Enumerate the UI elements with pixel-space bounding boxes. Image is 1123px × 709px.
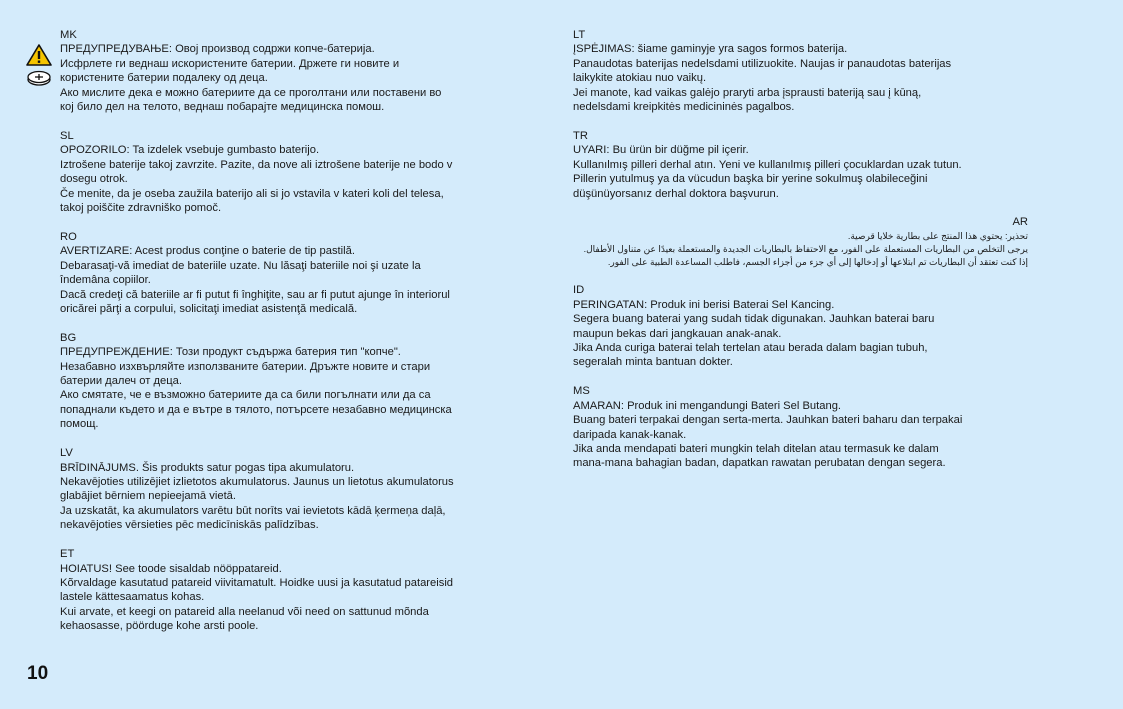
warning-text-line: Dacă credeţi că bateriile ar fi putut fi înghiţite, sau ar fi putut ajunge în interiorul: [60, 288, 450, 301]
warning-section-ar: [573, 215, 1028, 268]
warning-text-line: користените батерии подалеку од деца.: [60, 72, 268, 85]
warning-section-tr: [573, 129, 1028, 201]
warning-text-line: UYARI: Bu ürün bir düğme pil içerir.: [573, 144, 749, 157]
page-number: 10: [27, 663, 49, 684]
warning-text-line: Jika Anda curiga baterai telah tertelan atau berada dalam bagian tubuh,: [573, 342, 928, 354]
warning-text-line: Ja uzskatāt, ka akumulators varētu būt norīts vai ievietots kādā ķermeņa daļā,: [60, 504, 446, 517]
safety-icons: [26, 44, 54, 86]
warning-text-line: îndemâna copiilor.: [60, 274, 151, 287]
warning-text-line: تحذير: يحتوي هذا المنتج على بطارية خلايا قرصية.: [847, 230, 1028, 241]
warning-text-line: ПРЕДУПРЕЖДЕНИЕ: Този продукт съдържа батерия тип "копче".: [60, 346, 401, 359]
warning-text-line: oricărei părţi a corpului, solicitaţi imediat asistenţă medicală.: [60, 302, 358, 315]
warning-text-line: Jika anda mendapati bateri mungkin telah ditelan atau termasuk ke dalam: [573, 442, 939, 455]
warning-text-line: Исфрлете ги веднаш искористените батерии. Држете ги новите и: [60, 57, 400, 70]
warning-text-line: Iztrošene baterije takoj zavrzite. Pazite, da nove ali iztrošene baterije ne bodo v: [60, 158, 453, 171]
warning-text-line: segeralah minta bantuan dokter.: [573, 356, 733, 369]
warning-text-line: PERINGATAN: Produk ini berisi Baterai Sel Kancing.: [573, 298, 835, 311]
warning-text-line: Debarasaţi-vă imediat de bateriile uzate. Nu lăsaţi bateriile noi şi uzate la: [60, 259, 421, 272]
warning-text-line: Pillerin yutulmuş ya da vücudun başka bir yerine sokulmuş olabileceğini: [573, 173, 928, 186]
warning-text-line: Ако смятате, че е възможно батериите да са били погълнати или да са: [60, 389, 431, 402]
warning-text-line: Če menite, da je oseba zaužila baterijo ali si jo vstavila v kateri koli del telesa,: [60, 187, 444, 200]
warning-text-line: ĮSPĖJIMAS: šiame gaminyje yra sagos formos baterija.: [573, 43, 848, 56]
warning-text-line: Jei manote, kad vaikas galėjo praryti arba įsprausti bateriją sau į kūną,: [573, 86, 922, 99]
warning-text-line: kehaosasse, pöörduge kohe arsti poole.: [60, 620, 259, 633]
language-code: MK: [60, 29, 77, 41]
warning-text-line: إذا كنت تعتقد أن البطاريات تم ابتلاعها أو إدخالها إلى أي جزء من أجزاء الجسم، فاطلب المساعدة الطبية على الفور.: [607, 256, 1028, 267]
warning-text-line: Panaudotas baterijas nedelsdami utilizuokite. Naujas ir panaudotas baterijas: [573, 57, 952, 70]
warning-text-line: يرجى التخلص من البطاريات المستعملة على الفور، مع الاحتفاظ بالبطاريات الجديدة والمستعملة بعيدًا عن متناول الأطفال.: [583, 243, 1028, 254]
language-code: ID: [573, 284, 585, 297]
warning-text-line: Kullanılmış pilleri derhal atın. Yeni ve kullanılmış pilleri çocuklardan uzak tutun.: [573, 158, 962, 171]
language-code: LT: [573, 29, 586, 41]
warning-text-line: ПРЕДУПРЕДУВАЊЕ: Овој производ содржи копче-батерија.: [60, 43, 375, 56]
warning-text-line: Ако мислите дека е можно батериите да се проголтани или поставени во: [60, 86, 442, 99]
warning-text-line: Buang bateri terpakai dengan serta-merta. Jauhkan bateri baharu dan terpakai: [573, 414, 963, 427]
warning-text-line: HOIATUS! See toode sisaldab nööppatareid.: [60, 562, 282, 575]
warning-text-line: попаднали където и да е вътре в тялото, потърсете незабавно медицинска: [60, 403, 452, 416]
warning-text-line: AVERTIZARE: Acest produs conţine o baterie de tip pastilă.: [60, 245, 355, 258]
language-code: SL: [60, 129, 74, 142]
warning-text-line: mana-mana bahagian badan, dapatkan rawatan perubatan dengan segera.: [573, 457, 946, 470]
warning-section-mk: [60, 28, 520, 114]
warning-text-line: BRĪDINĀJUMS. Šis produkts satur pogas tipa akumulatoru.: [60, 461, 355, 474]
warning-section-et: [60, 547, 520, 633]
warning-text-line: laikykite atokiau nuo vaikų.: [573, 72, 707, 85]
warning-text-line: кој било дел на телото, веднаш побарајте медицинска помош.: [60, 101, 385, 114]
warning-text-line: nedelsdami kreipkitės medicininės pagalbos.: [573, 101, 795, 114]
warning-text-line: батерии далеч от деца.: [60, 375, 182, 388]
warning-text-line: Незабавно изхвърляйте използваните батерии. Дръжте новите и стари: [60, 360, 431, 373]
warning-text-line: maupun bekas dari jangkauan anak-anak.: [573, 327, 782, 340]
warning-text-line: düşünüyorsanız derhal doktora başvurun.: [573, 187, 779, 200]
language-code: TR: [573, 129, 588, 142]
language-code: MS: [573, 385, 590, 398]
warning-text-line: takoj poiščite zdravniško pomoč.: [60, 201, 222, 214]
warning-text-line: dosegu otrok.: [60, 173, 128, 186]
warning-text-line: OPOZORILO: Ta izdelek vsebuje gumbasto baterijo.: [60, 144, 320, 157]
warning-triangle-icon: [26, 44, 52, 66]
language-code: BG: [60, 331, 77, 344]
warning-text-line: Segera buang baterai yang sudah tidak digunakan. Jauhkan baterai baru: [573, 313, 935, 326]
warning-section-sl: [60, 129, 520, 215]
warning-text-line: glabājiet bērniem nepieejamā vietā.: [60, 490, 237, 503]
warning-text-line: помощ.: [60, 418, 99, 431]
language-code: RO: [60, 230, 77, 243]
button-cell-battery-icon: [26, 70, 52, 86]
warning-text-line: Nekavējoties utilizējiet izlietotos akumulatorus. Jaunus un lietotus akumulatorus: [60, 475, 454, 488]
warning-text-line: Kõrvaldage kasutatud patareid viivitamatult. Hoidke uusi ja kasutatud patareisid: [60, 576, 454, 589]
left-column: [60, 28, 520, 648]
warning-text-line: nekavējoties vērsieties pēc medicīniskās palīdzības.: [60, 519, 319, 532]
warning-section-lt: [573, 28, 1028, 114]
warning-text-line: AMARAN: Produk ini mengandungi Bateri Sel Butang.: [573, 399, 842, 412]
language-code: ET: [60, 548, 75, 561]
language-code: AR: [1012, 216, 1028, 229]
warning-section-bg: [60, 331, 520, 432]
warning-text-line: Kui arvate, et keegi on patareid alla neelanud või need on sattunud mõnda: [60, 605, 429, 618]
language-code: LV: [60, 447, 73, 460]
warning-section-ms: [573, 384, 1028, 470]
right-column: [573, 28, 1028, 485]
warning-section-id: [573, 283, 1028, 369]
warning-text-line: lastele kättesaamatus kohas.: [60, 591, 205, 604]
warning-text-line: daripada kanak-kanak.: [573, 428, 687, 441]
warning-section-ro: [60, 230, 520, 316]
warning-section-lv: [60, 446, 520, 532]
